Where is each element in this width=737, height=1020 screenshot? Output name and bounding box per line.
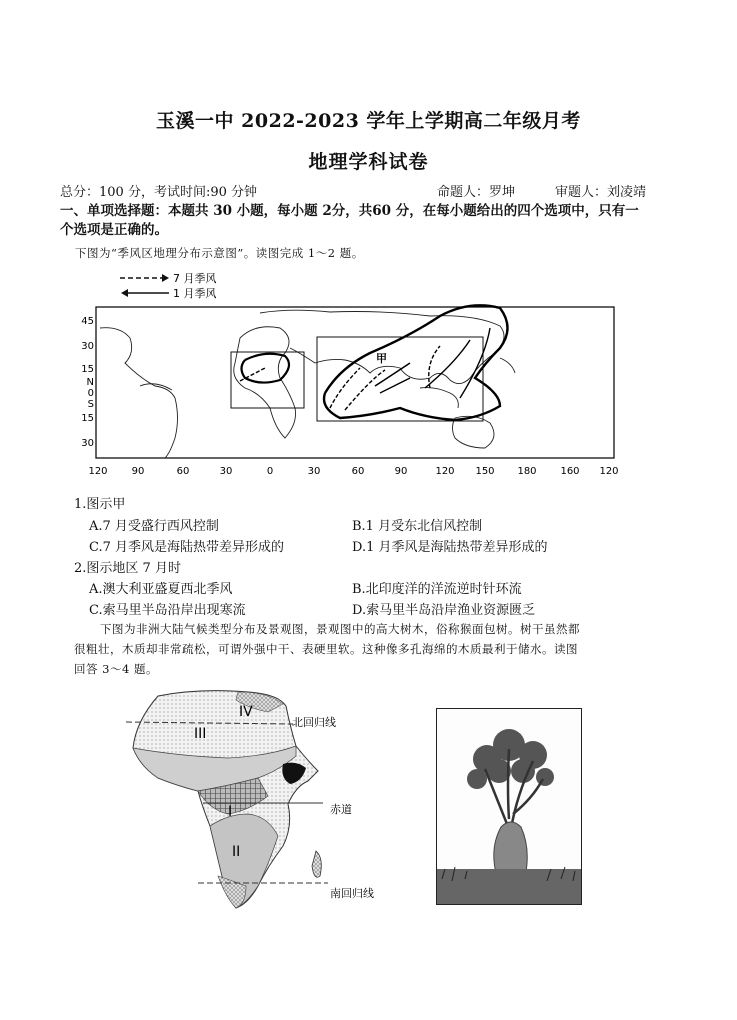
svg-text:45: 45 [81,316,94,327]
exam-subtitle: 地理学科试卷 [308,151,429,173]
ground [437,869,581,904]
svg-text:30: 30 [81,341,94,352]
q1-stem: 1.图示甲 [74,497,126,512]
q2-option-a: A.澳大利亚盛夏西北季风 [89,582,233,597]
q1-option-c: C.7 月季风是海陆热带差异形成的 [89,540,285,555]
svg-text:30: 30 [81,438,94,449]
legend-july: 7 月季风 [173,272,217,285]
svg-text:90: 90 [394,466,408,477]
svg-text:120: 120 [88,466,108,477]
intro2-line2: 很粗壮，木质却非常疏松，可谓外强中干、表硬里软。这种像多孔海绵的木质最利于储水。读图 [74,642,578,656]
map-frame [96,307,614,458]
africa-climate-map [118,686,398,918]
exam-title: 玉溪一中 2022-2023 学年上学期高二年级月考 [156,110,581,132]
q1-option-b: B.1 月受东北信风控制 [352,519,483,534]
x-axis-ticks [88,466,618,477]
intro-map1: 下图为“季风区地理分布示意图”。读图完成 1～2 题。 [75,246,364,260]
map-legend [120,271,217,300]
svg-text:150: 150 [475,466,495,477]
svg-text:160: 160 [560,466,580,477]
svg-text:S: S [87,399,94,410]
madagascar [312,851,321,877]
svg-text:30: 30 [219,466,233,477]
score-time: 总分：100 分，考试时间:90 分钟 [60,185,257,200]
svg-text:180: 180 [517,466,537,477]
label-tropic-capricorn: 南回归线 [330,887,374,900]
q1-option-d: D.1 月季风是海陆热带差异形成的 [352,540,548,555]
monsoon-map [80,268,625,480]
svg-text:120: 120 [435,466,455,477]
setter: 命题人：罗坤 [437,185,516,200]
legend-jan: 1 月季风 [173,287,217,300]
svg-text:0: 0 [266,466,274,477]
intro2-line3: 回答 3～4 题。 [74,662,158,676]
baobab-tree-image [437,709,581,904]
svg-text:N: N [86,377,94,388]
svg-text:60: 60 [176,466,190,477]
svg-text:15: 15 [81,413,94,424]
svg-text:30: 30 [307,466,321,477]
label-jia: 甲 [376,352,387,365]
label-ii: II [232,844,241,860]
q1-option-a: A.7 月受盛行西风控制 [89,519,219,534]
baobab-photo [436,708,582,905]
y-axis-ticks [81,316,94,449]
intro2-line1: 下图为非洲大陆气候类型分布及景观图，景观图中的高大树木，俗称猴面包树。树干虽然都 [100,622,580,636]
line-labels [292,715,374,900]
svg-text:120: 120 [599,466,619,477]
tree-trunk [494,822,527,877]
label-iv: IV [239,704,253,720]
label-tropic-cancer: 北回归线 [292,716,336,729]
label-iii: III [194,726,207,742]
q2-stem: 2.图示地区 7 月时 [74,561,181,576]
svg-text:0: 0 [87,388,94,399]
svg-text:60: 60 [351,466,365,477]
q2-option-b: B.北印度洋的洋流逆时针环流 [352,582,522,597]
reviewer: 审题人：刘凌靖 [555,185,647,200]
svg-text:90: 90 [131,466,145,477]
q2-option-c: C.索马里半岛沿岸出现寒流 [89,603,246,618]
label-i: I [228,804,233,820]
q2-option-d: D.索马里半岛沿岸渔业资源匮乏 [352,603,536,618]
svg-text:15: 15 [81,364,94,375]
section-heading-line1: 一、单项选择题：本题共 30 小题，每小题 2分，共60 分，在每小题给出的四个选项中，只有一 [60,203,639,219]
label-equator: 赤道 [330,803,352,816]
section-heading-line2: 个选项是正确的。 [60,222,168,238]
